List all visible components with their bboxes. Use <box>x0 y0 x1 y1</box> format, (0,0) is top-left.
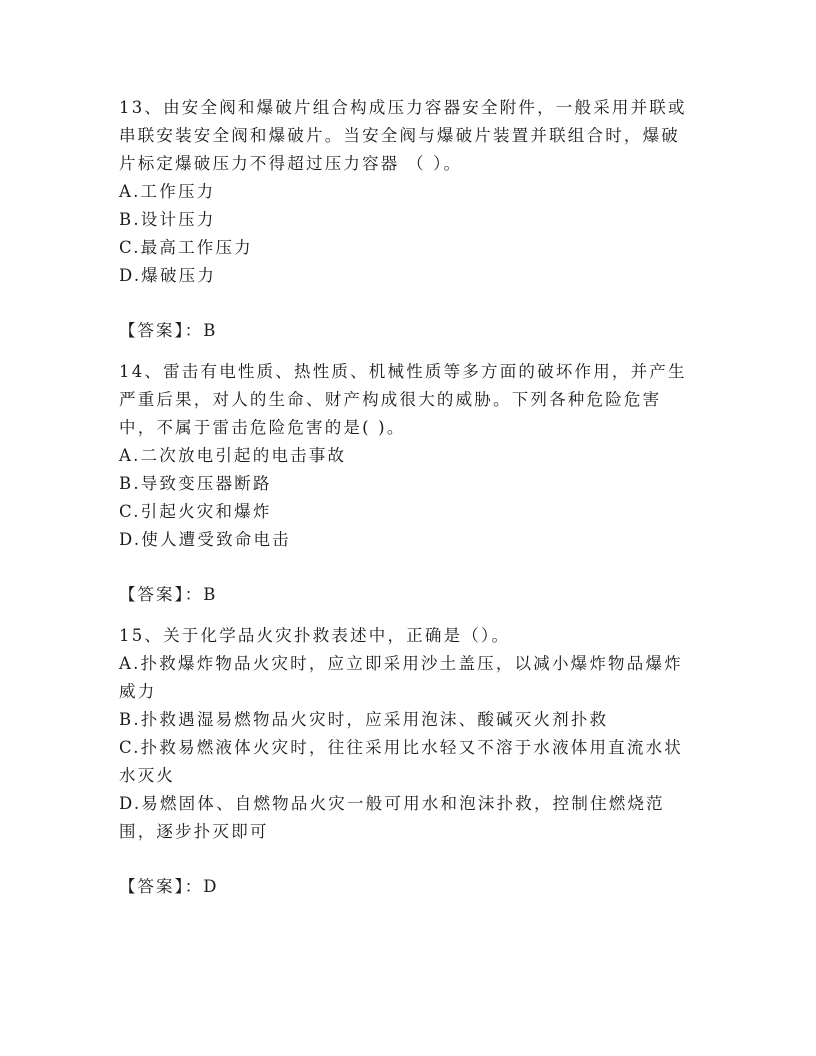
question-15-option-b: B.扑救遇湿易燃物品火灾时，应采用泡沫、酸碱灭火剂扑救 <box>119 710 609 729</box>
question-15-option-a-line-1: A.扑救爆炸物品火灾时，应立即采用沙土盖压，以减小爆炸物品爆炸 <box>119 654 683 673</box>
question-14-option-b: B.导致变压器断路 <box>119 474 272 493</box>
question-13-stem-line-2: 串联安装安全阀和爆破片。当安全阀与爆破片装置并联组合时，爆破 <box>119 126 680 145</box>
question-14-stem-line-1: 14、雷击有电性质、热性质、机械性质等多方面的破坏作用，并产生 <box>119 362 687 381</box>
question-13-answer: 【答案】：B <box>119 321 218 340</box>
question-15-option-c-line-1: C.扑救易燃液体火灾时，往往采用比水轻又不溶于水液体用直流水状 <box>119 738 683 757</box>
question-13-option-d: D.爆破压力 <box>119 266 217 285</box>
question-15-option-c-line-2: 水灭火 <box>119 766 176 785</box>
question-15-answer: 【答案】：D <box>119 877 219 896</box>
question-13-stem-line-3: 片标定爆破压力不得超过压力容器 （ ）。 <box>119 154 463 173</box>
question-13-option-b: B.设计压力 <box>119 210 216 229</box>
question-15-option-a-line-2: 威力 <box>119 682 157 701</box>
question-13-stem-line-1: 13、由安全阀和爆破片组合构成压力容器安全附件，一般采用并联或 <box>119 98 687 117</box>
question-14-option-c: C.引起火灾和爆炸 <box>119 502 272 521</box>
question-13-option-c: C.最高工作压力 <box>119 238 253 257</box>
question-14 <box>119 358 699 554</box>
question-15-stem-line-1: 15、关于化学品火灾扑救表述中，正确是（）。 <box>119 626 511 645</box>
question-15 <box>119 622 699 846</box>
question-14-option-d: D.使人遭受致命电击 <box>119 530 291 549</box>
question-13-option-a: A.工作压力 <box>119 182 216 201</box>
question-14-option-a: A.二次放电引起的电击事故 <box>119 446 347 465</box>
question-14-answer: 【答案】：B <box>119 585 218 604</box>
question-14-stem-line-3: 中，不属于雷击危险危害的是( )。 <box>119 418 406 437</box>
question-14-stem-line-2: 严重后果，对人的生命、财产构成很大的威胁。下列各种危险危害 <box>119 390 662 409</box>
question-15-option-d-line-1: D.易燃固体、自燃物品火灾一般可用水和泡沫扑救，控制住燃烧范 <box>119 794 665 813</box>
question-15-option-d-line-2: 围，逐步扑灭即可 <box>119 822 269 841</box>
question-13 <box>119 94 699 290</box>
